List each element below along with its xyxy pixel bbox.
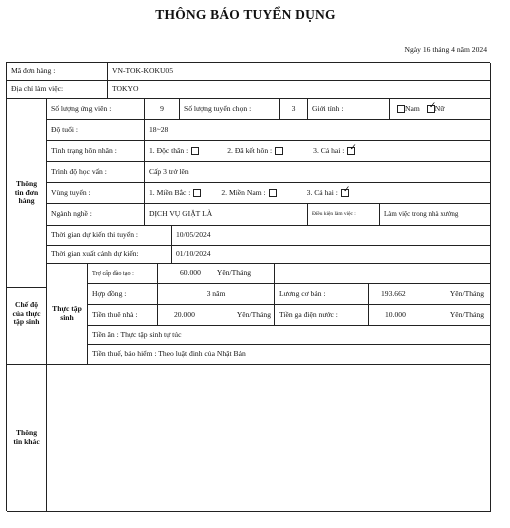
job-label: Ngành nghề : — [47, 204, 145, 226]
salary-cell — [369, 284, 491, 305]
region-label: Vùng tuyển : — [47, 183, 145, 204]
gender-label: Giới tính : — [308, 99, 390, 120]
age-label: Độ tuổi : — [47, 120, 145, 141]
rent-label: Tiền thuê nhà : — [88, 305, 158, 326]
exam-date-label: Thời gian dự kiến thi tuyển : — [47, 226, 172, 246]
region-south-label: 2. Miền Nam : — [221, 187, 266, 197]
marital-married-checkbox[interactable] — [275, 147, 283, 155]
gender-female-checkbox[interactable] — [427, 101, 437, 113]
exam-date-value: 10/05/2024 — [172, 226, 491, 246]
tax-note: Tiền thuế, bảo hiểm : Theo luật đinh của Nhật Bản — [88, 345, 491, 365]
food-note: Tiền ăn : Thực tập sinh tự túc — [88, 326, 491, 345]
workplace-value: TOKYO — [108, 81, 491, 99]
order-info-section-label: Thông tin đơn hàng — [7, 99, 47, 288]
recruitment-table — [6, 62, 490, 511]
candidates-value: 9 — [145, 99, 180, 120]
marital-both-label: 3. Cả hai : — [313, 145, 345, 155]
departure-date-label: Thời gian xuất cảnh dự kiến: — [47, 246, 172, 264]
gender-female-label: Nữ — [434, 103, 445, 113]
allowance-unit: Yên/Tháng — [216, 268, 252, 278]
work-condition-label: Điều kiện làm việc : — [308, 204, 380, 226]
job-value: DỊCH VỤ GIẶT LÀ — [145, 204, 308, 226]
notice-date: Ngày 16 tháng 4 năm 2024 — [404, 45, 487, 54]
utility-label: Tiền ga điện nước : — [275, 305, 369, 326]
salary-unit: Yên/Tháng — [449, 288, 484, 298]
region-north-checkbox[interactable] — [193, 189, 201, 197]
order-code-label: Mã đơn hàng : — [7, 63, 108, 81]
check-icon: ✓ — [428, 101, 437, 111]
contract-value: 3 năm — [158, 284, 275, 305]
selected-value: 3 — [280, 99, 308, 120]
region-both-checkbox[interactable] — [341, 185, 351, 197]
region-both-label: 3. Cả hai : — [306, 187, 338, 197]
marital-married-label: 2. Đã kết hôn : — [227, 145, 273, 155]
salary-value: 193.662 — [381, 288, 406, 298]
intern-subsection-label: Thực tập sinh — [47, 264, 88, 365]
rent-unit: Yên/Tháng — [236, 309, 271, 319]
allowance-value: 60.000 — [180, 268, 201, 278]
region-south-checkbox[interactable] — [269, 189, 277, 197]
utility-unit: Yên/Tháng — [449, 309, 484, 319]
selected-label: Số lượng tuyển chọn : — [180, 99, 280, 120]
marital-both-checkbox[interactable] — [347, 143, 357, 155]
check-icon: ✓ — [349, 143, 357, 153]
allowance-label: Trợ cấp đào tạo : — [88, 264, 158, 284]
allowance-cell — [158, 264, 275, 284]
gender-options — [390, 99, 491, 120]
marital-single-checkbox[interactable] — [191, 147, 199, 155]
age-value: 18~28 — [145, 120, 491, 141]
work-condition-value: Làm việc trong nhà xưởng — [380, 204, 491, 226]
departure-date-value: 01/10/2024 — [172, 246, 491, 264]
utility-cell — [369, 305, 491, 326]
other-info-content — [47, 365, 491, 512]
allowance-blank — [275, 264, 491, 284]
page-title: THÔNG BÁO TUYỂN DỤNG — [155, 7, 336, 22]
education-value: Cấp 3 trở lên — [145, 162, 491, 183]
rent-value: 20.000 — [174, 309, 195, 319]
utility-value: 10.000 — [385, 309, 406, 319]
other-info-section-label: Thông tin khác — [7, 365, 47, 512]
salary-label: Lương cơ bản : — [275, 284, 369, 305]
region-options — [145, 183, 491, 204]
gender-male-label: Nam — [405, 103, 420, 113]
benefits-section-label: Chế độ của thực tập sinh — [7, 264, 47, 365]
order-code-value: VN-TOK-KOKU05 — [108, 63, 491, 81]
workplace-label: Địa chỉ làm việc: — [7, 81, 108, 99]
marital-label: Tình trạng hôn nhân : — [47, 141, 145, 162]
education-label: Trình độ học vấn : — [47, 162, 145, 183]
marital-single-label: 1. Độc thân : — [149, 145, 189, 155]
check-icon: ✓ — [342, 185, 351, 195]
rent-cell — [158, 305, 275, 326]
region-north-label: 1. Miền Bắc : — [149, 187, 191, 197]
candidates-label: Số lượng ứng viên : — [47, 99, 145, 120]
marital-options — [145, 141, 491, 162]
gender-male-checkbox[interactable] — [397, 105, 405, 113]
contract-label: Hợp đồng : — [88, 284, 158, 305]
